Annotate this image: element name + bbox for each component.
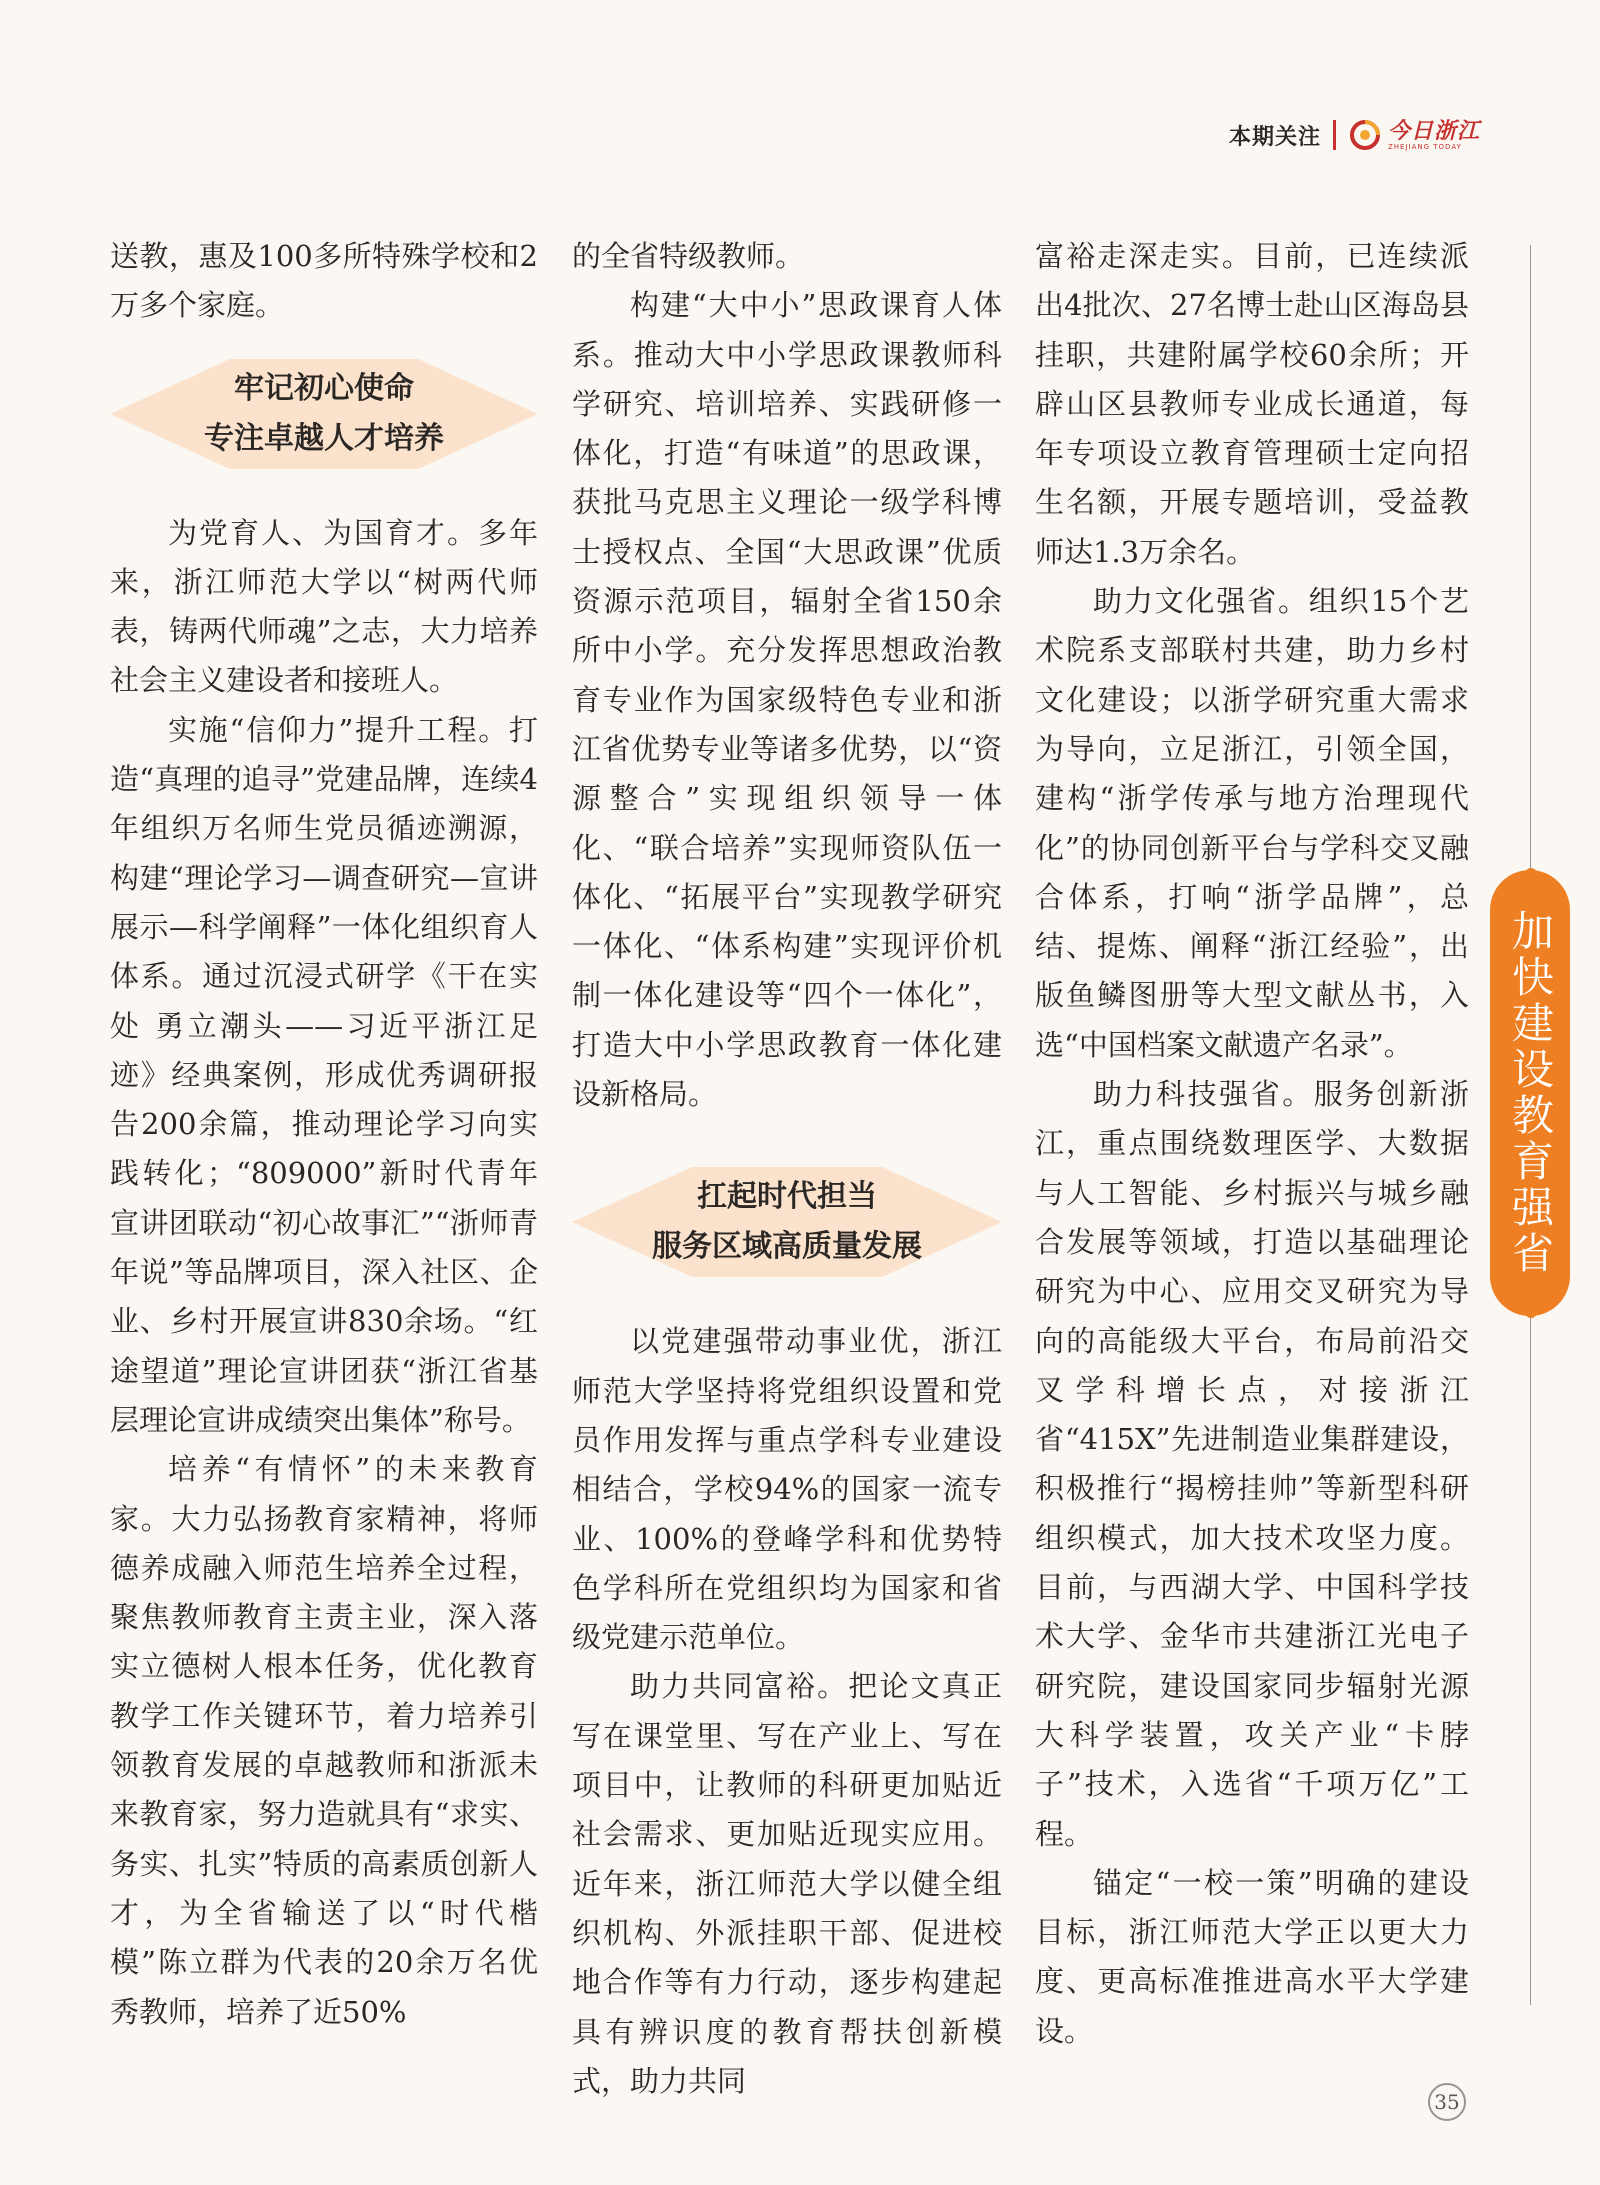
- section-heading: [110, 359, 538, 469]
- paragraph: 锚定“一校一策”明确的建设目标，浙江师范大学正以更大力度、更高标准推进高水平大学建设。: [1035, 1865, 1469, 2048]
- column-1: [110, 232, 538, 2037]
- section-label: 本期关注: [1228, 124, 1321, 150]
- paragraph: 送教，惠及100多所特殊学校和2万多个家庭。: [110, 239, 538, 323]
- paragraph: 助力文化强省。组织15个艺术院系支部联村共建，助力乡村文化建设；以浙学研究重大需求为导向，立足浙江，引领全国，建构“浙学传承与地方治理现代化”的协同创新平台与学科交叉融合体系，打响“浙学品牌”，总结、提炼、阐释“浙江经验”，出版鱼鳞图册等大型文献丛书，入选“中国档案文献遗产名录”。: [1035, 584, 1469, 1062]
- paragraph: 实施“信仰力”提升工程。打造“真理的追寻”党建品牌，连续4年组织万名师生党员循迹溯源，构建“理论学习—调查研究—宣讲展示—科学阐释”一体化组织育人体系。通过沉浸式研学《干在实处 勇立潮头——习近平浙江足迹》经典案例，形成优秀调研报告200余篇，推动理论学习向实践转化；“809000”新时代青年宣讲团联动“初心故事汇”“浙师青年说”等品牌项目，深入社区、企业、乡村开展宣讲830余场。“红途望道”理论宣讲团获“浙江省基层理论宣讲成绩突出集体”称号。: [110, 712, 538, 1437]
- logo-text-cn: 今日浙江: [1387, 117, 1480, 144]
- paragraph: 以党建强带动事业优，浙江师范大学坚持将党组织设置和党员作用发挥与重点学科专业建设相结合，学校94%的国家一流专业、100%的登峰学科和优势特色学科所在党组织均为国家和省级党建示范单位。: [572, 1324, 1002, 1655]
- paragraph: 富裕走深走实。目前，已连续派出4批次、27名博士赴山区海岛县挂职，共建附属学校60余所；开辟山区县教师专业成长通道，每年专项设立教育管理硕士定向招生名额，开展专题培训，受益教师达1.3万余名。: [1035, 239, 1469, 569]
- paragraph: 助力共同富裕。把论文真正写在课堂里、写在产业上、写在项目中，让教师的科研更加贴近社会需求、更加贴近现实应用。近年来，浙江师范大学以健全组织机构、外派挂职干部、促进校地合作等有力行动，逐步构建起具有辨识度的教育帮扶创新模式，助力共同: [572, 1669, 1002, 2098]
- heading-line: 牢记初心使命: [234, 370, 414, 406]
- section-heading: [572, 1167, 1002, 1277]
- heading-line: 专注卓越人才培养: [204, 420, 444, 456]
- column-3: [1035, 232, 1469, 2056]
- logo-text-en: ZHEJIANG TODAY: [1387, 142, 1462, 151]
- paragraph: 助力科技强省。服务创新浙江，重点围绕数理医学、大数据与人工智能、乡村振兴与城乡融合发展等领域，打造以基础理论研究为中心、应用交叉研究为导向的高能级大平台，布局前沿交叉学科增长点，对接浙江省“415X”先进制造业集群建设，积极推行“揭榜挂帅”等新型科研组织模式，加大技术攻坚力度。目前，与西湖大学、中国科学技术大学、金华市共建浙江光电子研究院，建设国家同步辐射光源大科学装置，攻关产业“卡脖子”技术，入选省“千项万亿”工程。: [1035, 1077, 1469, 1851]
- heading-line: 扛起时代担当: [697, 1179, 877, 1215]
- page-number: 35: [1428, 2083, 1466, 2121]
- paragraph: 培养“有情怀”的未来教育家。大力弘扬教育家精神，将师德养成融入师范生培养全过程，聚焦教师教育主责主业，深入落实立德树人根本任务，优化教育教学工作关键环节，着力培养引领教育发展的卓越教师和浙派未来教育家，努力造就具有“求实、务实、扎实”特质的高素质创新人才，为全省输送了以“时代楷模”陈立群为代表的20余万名优秀教师，培养了近50%: [110, 1452, 538, 2029]
- paragraph: 的全省特级教师。: [572, 239, 805, 273]
- magazine-logo: [1348, 118, 1480, 152]
- paragraph: 为党育人、为国育才。多年来，浙江师范大学以“树两代师表，铸两代师魂”之志，大力培养社会主义建设者和接班人。: [110, 515, 538, 698]
- masthead-divider: [1333, 120, 1336, 150]
- section-side-tab: [1490, 870, 1570, 1316]
- column-2: [572, 232, 1002, 2106]
- side-tab-label: 加快建设教育强省: [1506, 909, 1555, 1277]
- logo-swirl-icon: [1348, 118, 1382, 152]
- masthead: [1229, 118, 1480, 152]
- heading-line: 服务区域高质量发展: [652, 1229, 922, 1265]
- paragraph: 构建“大中小”思政课育人体系。推动大中小学思政课教师科学研究、培训培养、实践研修一体化，打造“有味道”的思政课，获批马克思主义理论一级学科博士授权点、全国“大思政课”优质资源示范项目，辐射全省150余所中小学。充分发挥思想政治教育专业作为国家级特色专业和浙江省优势专业等诸多优势，以“资源整合”实现组织领导一体化、“联合培养”实现师资队伍一体化、“拓展平台”实现教学研究一体化、“体系构建”实现评价机制一体化建设等“四个一体化”，打造大中小学思政教育一体化建设新格局。: [572, 288, 1002, 1112]
